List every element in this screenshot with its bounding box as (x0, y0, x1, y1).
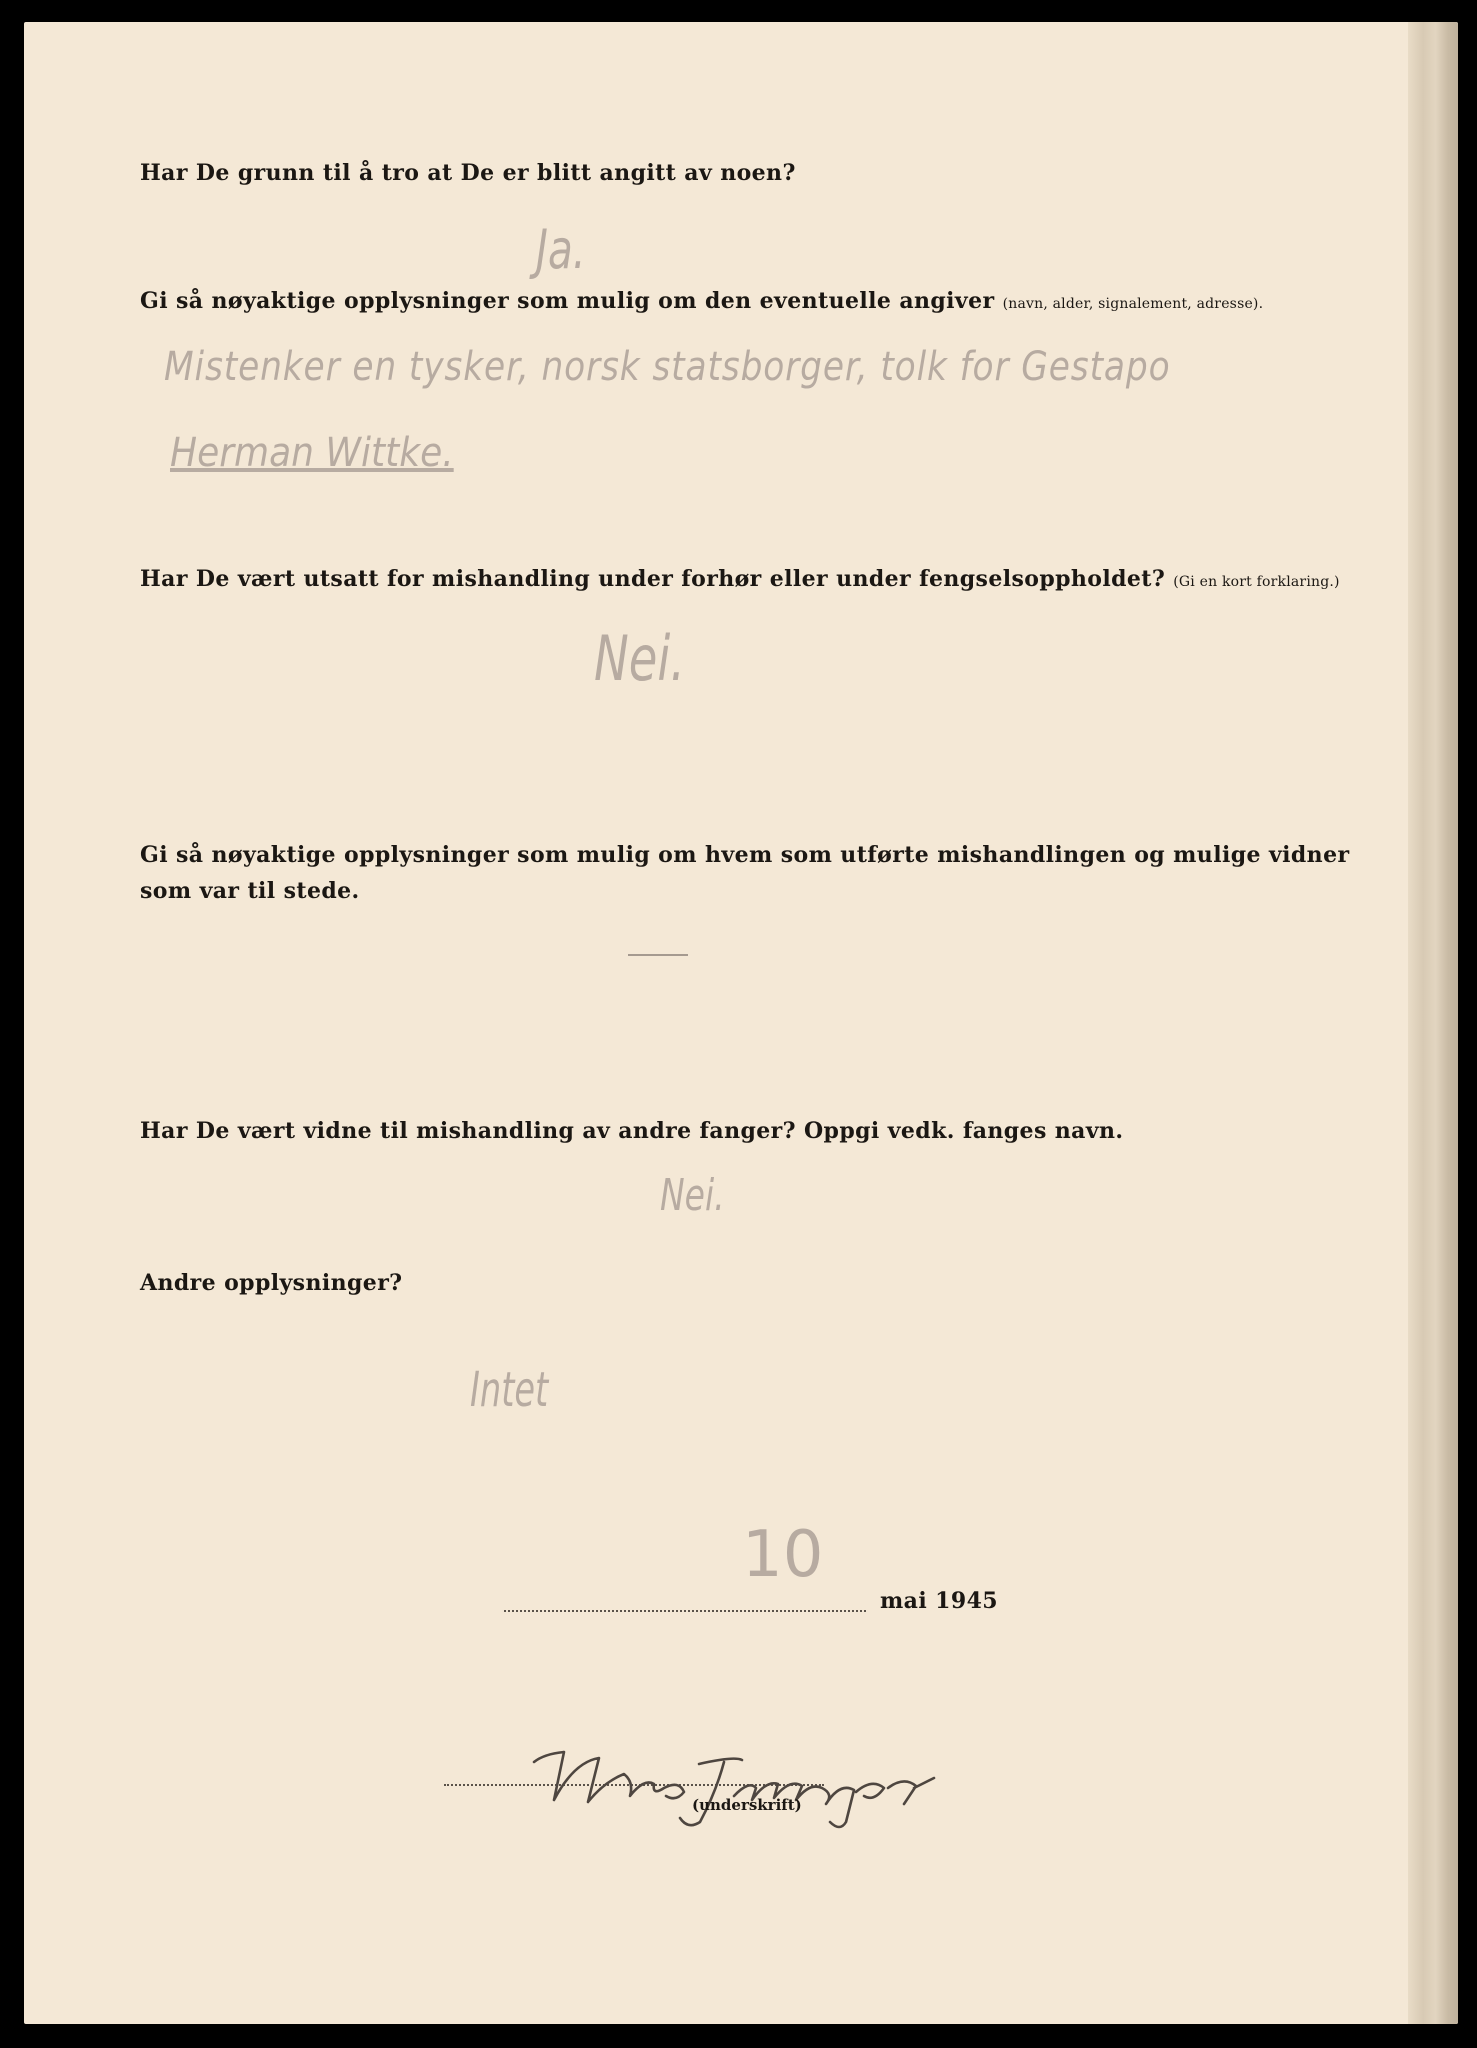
document-page (24, 22, 1458, 2024)
question-andre: Andre opplysninger? (140, 1270, 403, 1296)
question-angiver (140, 288, 1263, 314)
question-mishandling-text: Har De vært utsatt for mishandling under forhør eller under fengselsoppholdet? (140, 566, 1166, 592)
answer-angitt: Ja. (536, 218, 586, 281)
signature-scribble (504, 1722, 1104, 1832)
answer-andre: Intet (470, 1362, 549, 1418)
question-angiver-text: Gi så nøyaktige opplysninger som mulig om den eventuelle angiver (140, 288, 995, 314)
question-angitt: Har De grunn til å tro at De er blitt angitt av noen? (140, 160, 796, 186)
signature-label: (underskrift) (692, 1796, 802, 1814)
date-day-handwritten: 10 (742, 1518, 824, 1592)
question-mishandling-note: (Gi en kort forklaring.) (1173, 574, 1340, 590)
answer-utforte-dash (628, 954, 688, 956)
answer-mishandling: Nei. (594, 622, 686, 695)
question-utforte-line2: som var til stede. (140, 878, 360, 904)
answer-angiver-line1: Mistenker en tysker, norsk statsborger, tolk for Gestapo (164, 344, 1171, 390)
question-vidne: Har De vært vidne til mishandling av andre fanger? Oppgi vedk. fanges navn. (140, 1118, 1124, 1144)
question-utforte-line1: Gi så nøyaktige opplysninger som mulig om hvem som utførte mishandlingen og mulige vidner (140, 842, 1350, 868)
answer-angiver-line2: Herman Wittke. (170, 430, 454, 476)
page-edge-shadow (1408, 22, 1458, 2024)
date-dotted-line (504, 1610, 866, 1612)
question-mishandling (140, 566, 1340, 592)
answer-vidne: Nei. (660, 1170, 725, 1221)
date-month-year: mai 1945 (880, 1588, 998, 1614)
question-angiver-note: (navn, alder, signalement, adresse). (1002, 296, 1264, 312)
